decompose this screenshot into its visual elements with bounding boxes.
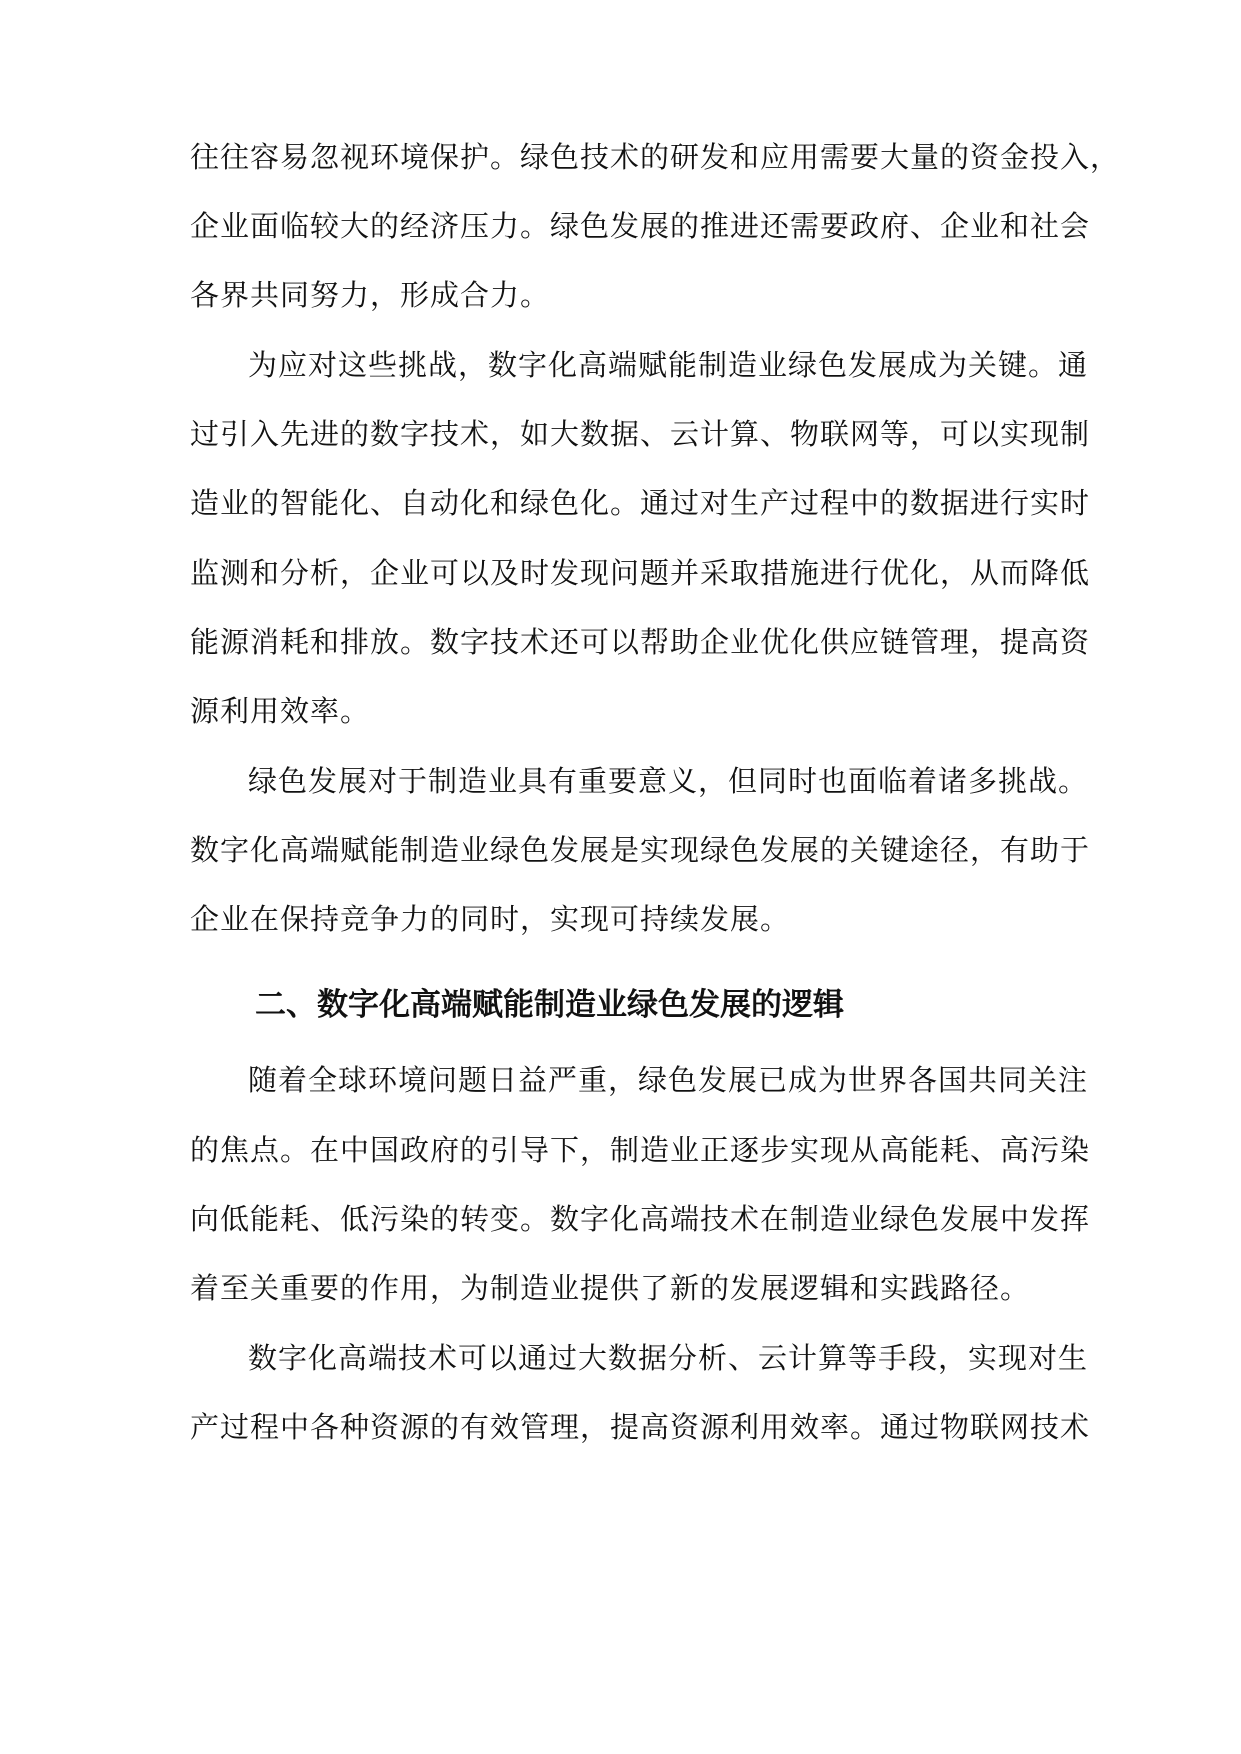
paragraph-1-line-1: 往往容易忽视环境保护。绿色技术的研发和应用需要大量的资金投入， xyxy=(190,140,1121,174)
paragraph-2-line-4: 监测和分析，企业可以及时发现问题并采取措施进行优化，从而降低 xyxy=(190,556,1091,590)
paragraph-2-line-5: 能源消耗和排放。数字技术还可以帮助企业优化供应链管理，提高资 xyxy=(190,625,1091,659)
paragraph-4-line-4: 着至关重要的作用，为制造业提供了新的发展逻辑和实践路径。 xyxy=(190,1271,1031,1305)
paragraph-4-line-2: 的焦点。在中国政府的引导下，制造业正逐步实现从高能耗、高污染 xyxy=(190,1133,1091,1167)
paragraph-2-line-3: 造业的智能化、自动化和绿色化。通过对生产过程中的数据进行实时 xyxy=(190,486,1091,520)
paragraph-3-line-1: 绿色发展对于制造业具有重要意义，但同时也面临着诸多挑战。 xyxy=(248,764,1089,798)
paragraph-1-line-3: 各界共同努力，形成合力。 xyxy=(190,278,551,312)
paragraph-2-line-1: 为应对这些挑战，数字化高端赋能制造业绿色发展成为关键。通 xyxy=(248,348,1089,382)
paragraph-4-line-1: 随着全球环境问题日益严重，绿色发展已成为世界各国共同关注 xyxy=(248,1063,1089,1097)
paragraph-4-line-3: 向低能耗、低污染的转变。数字化高端技术在制造业绿色发展中发挥 xyxy=(190,1202,1091,1236)
paragraph-5-line-2: 产过程中各种资源的有效管理，提高资源利用效率。通过物联网技术 xyxy=(190,1410,1091,1444)
paragraph-2-line-6: 源利用效率。 xyxy=(190,694,371,728)
section-heading: 二、数字化高端赋能制造业绿色发展的逻辑 xyxy=(255,987,844,1023)
paragraph-3-line-3: 企业在保持竞争力的同时，实现可持续发展。 xyxy=(190,902,791,936)
paragraph-5-line-1: 数字化高端技术可以通过大数据分析、云计算等手段，实现对生 xyxy=(248,1341,1089,1375)
paragraph-2-line-2: 过引入先进的数字技术，如大数据、云计算、物联网等，可以实现制 xyxy=(190,417,1091,451)
paragraph-1-line-2: 企业面临较大的经济压力。绿色发展的推进还需要政府、企业和社会 xyxy=(190,209,1091,243)
paragraph-3-line-2: 数字化高端赋能制造业绿色发展是实现绿色发展的关键途径，有助于 xyxy=(190,833,1091,867)
